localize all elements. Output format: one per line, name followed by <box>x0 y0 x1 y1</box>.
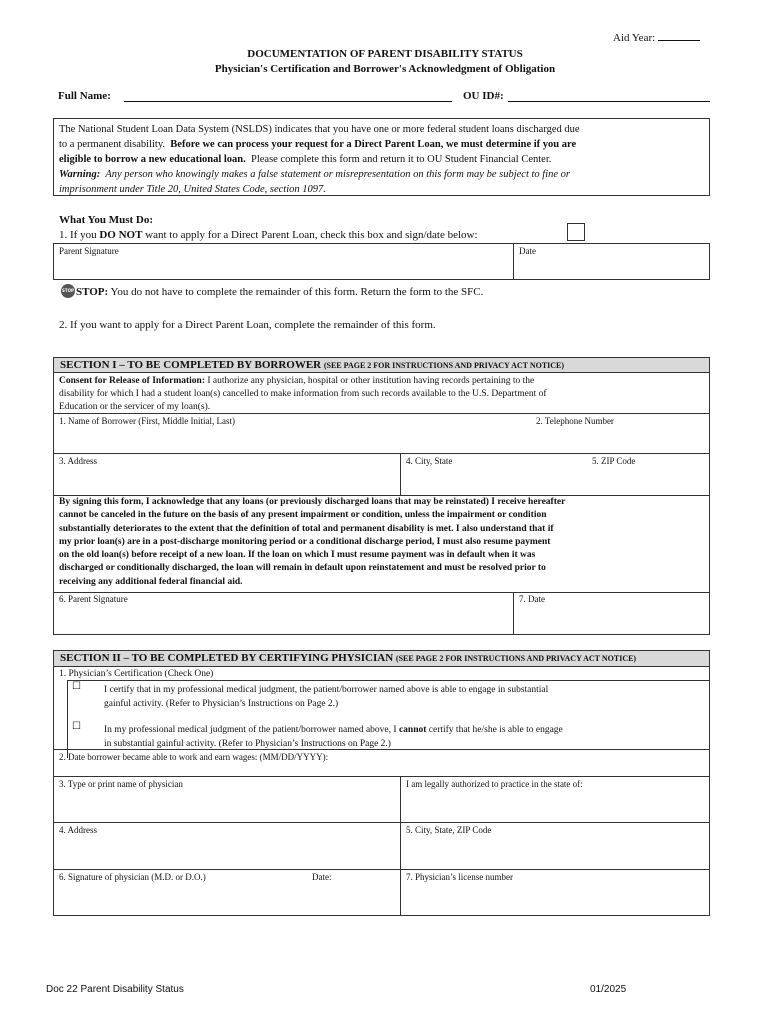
stop-notice: STOP: You do not have to complete the remainder of this form. Return the form to the SFC. <box>76 286 484 298</box>
must-do-item1: 1. If you DO NOT want to apply for a Direct Parent Loan, check this box and sign/date below: <box>59 229 478 241</box>
physician-city-field[interactable] <box>404 837 706 867</box>
cannot-certify-checkbox[interactable]: ☐ <box>72 721 81 732</box>
footer-date: 01/2025 <box>590 984 627 995</box>
borrower-name-field[interactable] <box>56 428 526 450</box>
section1-date-field[interactable] <box>516 606 706 632</box>
physician-address-field[interactable] <box>56 837 396 867</box>
full-name-field[interactable] <box>124 90 452 102</box>
aid-year-field[interactable] <box>658 30 700 41</box>
address-label: 3. Address <box>59 456 97 466</box>
physician-name-field[interactable] <box>56 791 396 819</box>
option-cannot-text: In my professional medical judgment of the patient/borrower named above, I cannot certify that he/she is able to engage in substantial gainful activity. (Refer to Physician’s Instructions on Page 2.) <box>104 725 563 749</box>
date-able-to-work-field[interactable] <box>56 762 706 774</box>
section1-date-label: 7. Date <box>519 594 545 604</box>
physician-name-label: 3. Type or print name of physician <box>59 779 183 789</box>
license-number-field[interactable] <box>404 884 706 913</box>
option-able-text: I certify that in my professional medical judgment, the patient/borrower named above is able to engage in substantial gainful activity. (Refer to Physician’s Instructions on Page 2.) <box>104 685 549 709</box>
ou-id-field[interactable] <box>508 90 710 102</box>
physician-address-label: 4. Address <box>59 825 97 835</box>
do-not-apply-checkbox[interactable] <box>567 223 585 241</box>
stop-sign-icon: STOP <box>61 284 75 298</box>
aid-year-label: Aid Year: <box>613 30 700 44</box>
must-do-item2: 2. If you want to apply for a Direct Parent Loan, complete the remainder of this form. <box>59 319 436 331</box>
physician-date-field[interactable] <box>310 884 396 913</box>
city-state-field[interactable] <box>404 468 584 492</box>
must-do-heading: What You Must Do: <box>59 214 154 226</box>
date-label: Date <box>519 246 536 256</box>
section1-parent-signature-label: 6. Parent Signature <box>59 594 128 604</box>
telephone-label: 2. Telephone Number <box>536 416 614 426</box>
physician-date-label: Date: <box>312 872 332 882</box>
city-state-label: 4. City, State <box>406 456 453 466</box>
parent-date-field[interactable] <box>516 256 706 278</box>
license-state-field[interactable] <box>404 791 706 819</box>
section1-header: SECTION I – TO BE COMPLETED BY BORROWER (SEE PAGE 2 FOR INSTRUCTIONS AND PRIVACY ACT NOTICE) <box>53 357 710 373</box>
document-title: DOCUMENTATION OF PARENT DISABILITY STATUS <box>247 48 523 60</box>
ou-id-label: OU ID#: <box>463 90 504 102</box>
borrower-name-label: 1. Name of Borrower (First, Middle Initial, Last) <box>59 416 235 426</box>
license-number-label: 7. Physician’s license number <box>406 872 513 882</box>
intro-text: The National Student Loan Data System (NSLDS) indicates that you have one or more federal student loans discharged due to a permanent disability. Before we can process your request for a Direct Parent Loan, we must determine if you are eligible to borrow a new educational loan. Please complete this form and return it to OU Student Financial Center. Warning: Any person who knowingly makes a false statement or misrepresentation on this form may be subject to fine or imprisonment under Title 20, United States Code, section 1097. <box>59 124 580 195</box>
telephone-field[interactable] <box>530 428 706 450</box>
section1-parent-signature-field[interactable] <box>56 606 510 632</box>
physician-signature-field[interactable] <box>56 884 306 913</box>
able-to-work-checkbox[interactable]: ☐ <box>72 681 81 692</box>
physician-city-label: 5. City, State, ZIP Code <box>406 825 492 835</box>
full-name-label: Full Name: <box>58 90 111 102</box>
document-subtitle: Physician's Certification and Borrower's Acknowledgment of Obligation <box>214 63 556 75</box>
date-able-to-work-label: 2. Date borrower became able to work and earn wages: (MM/DD/YYYY): <box>59 752 329 762</box>
physician-cert-label: 1. Physician’s Certification (Check One) <box>59 669 214 679</box>
section2-header: SECTION II – TO BE COMPLETED BY CERTIFYING PHYSICIAN (SEE PAGE 2 FOR INSTRUCTIONS AND PRIVACY ACT NOTICE) <box>53 650 710 667</box>
license-state-label: I am legally authorized to practice in the state of: <box>406 779 583 789</box>
parent-signature-field[interactable] <box>56 256 510 278</box>
parent-signature-label: Parent Signature <box>59 246 119 256</box>
zip-code-label: 5. ZIP Code <box>592 456 636 466</box>
address-field[interactable] <box>56 468 396 492</box>
footer-doc-name: Doc 22 Parent Disability Status <box>46 984 184 995</box>
physician-signature-label: 6. Signature of physician (M.D. or D.O.) <box>59 872 206 882</box>
consent-text: Consent for Release of Information: I authorize any physician, hospital or other institution having records pertaining to the disability for which I had a student loan(s) cancelled to make information from such records available to the U.S. Department of Education or the servicer of my loan(s). <box>59 376 547 412</box>
zip-code-field[interactable] <box>590 468 706 492</box>
borrower-acknowledgment: By signing this form, I acknowledge that any loans (or previously discharged loans that may be reinstated) I receive hereafter cannot be canceled in the future on the basis of any present impairment or condition, unless the impairment or condition substantially deteriorates to the extent that the definition of total and permanent disability is met. I also understand that if my prior loan(s) are in a post-discharge monitoring period or a conditional discharge period, I must also resume payment on the old loan(s) before receipt of a new loan. If the loan on which I must resume payment was in default when it was discharged or conditionally discharged, the loan will remain in default upon reinstatement and must be resolved prior to receiving any additional federal financial aid. <box>59 497 566 587</box>
